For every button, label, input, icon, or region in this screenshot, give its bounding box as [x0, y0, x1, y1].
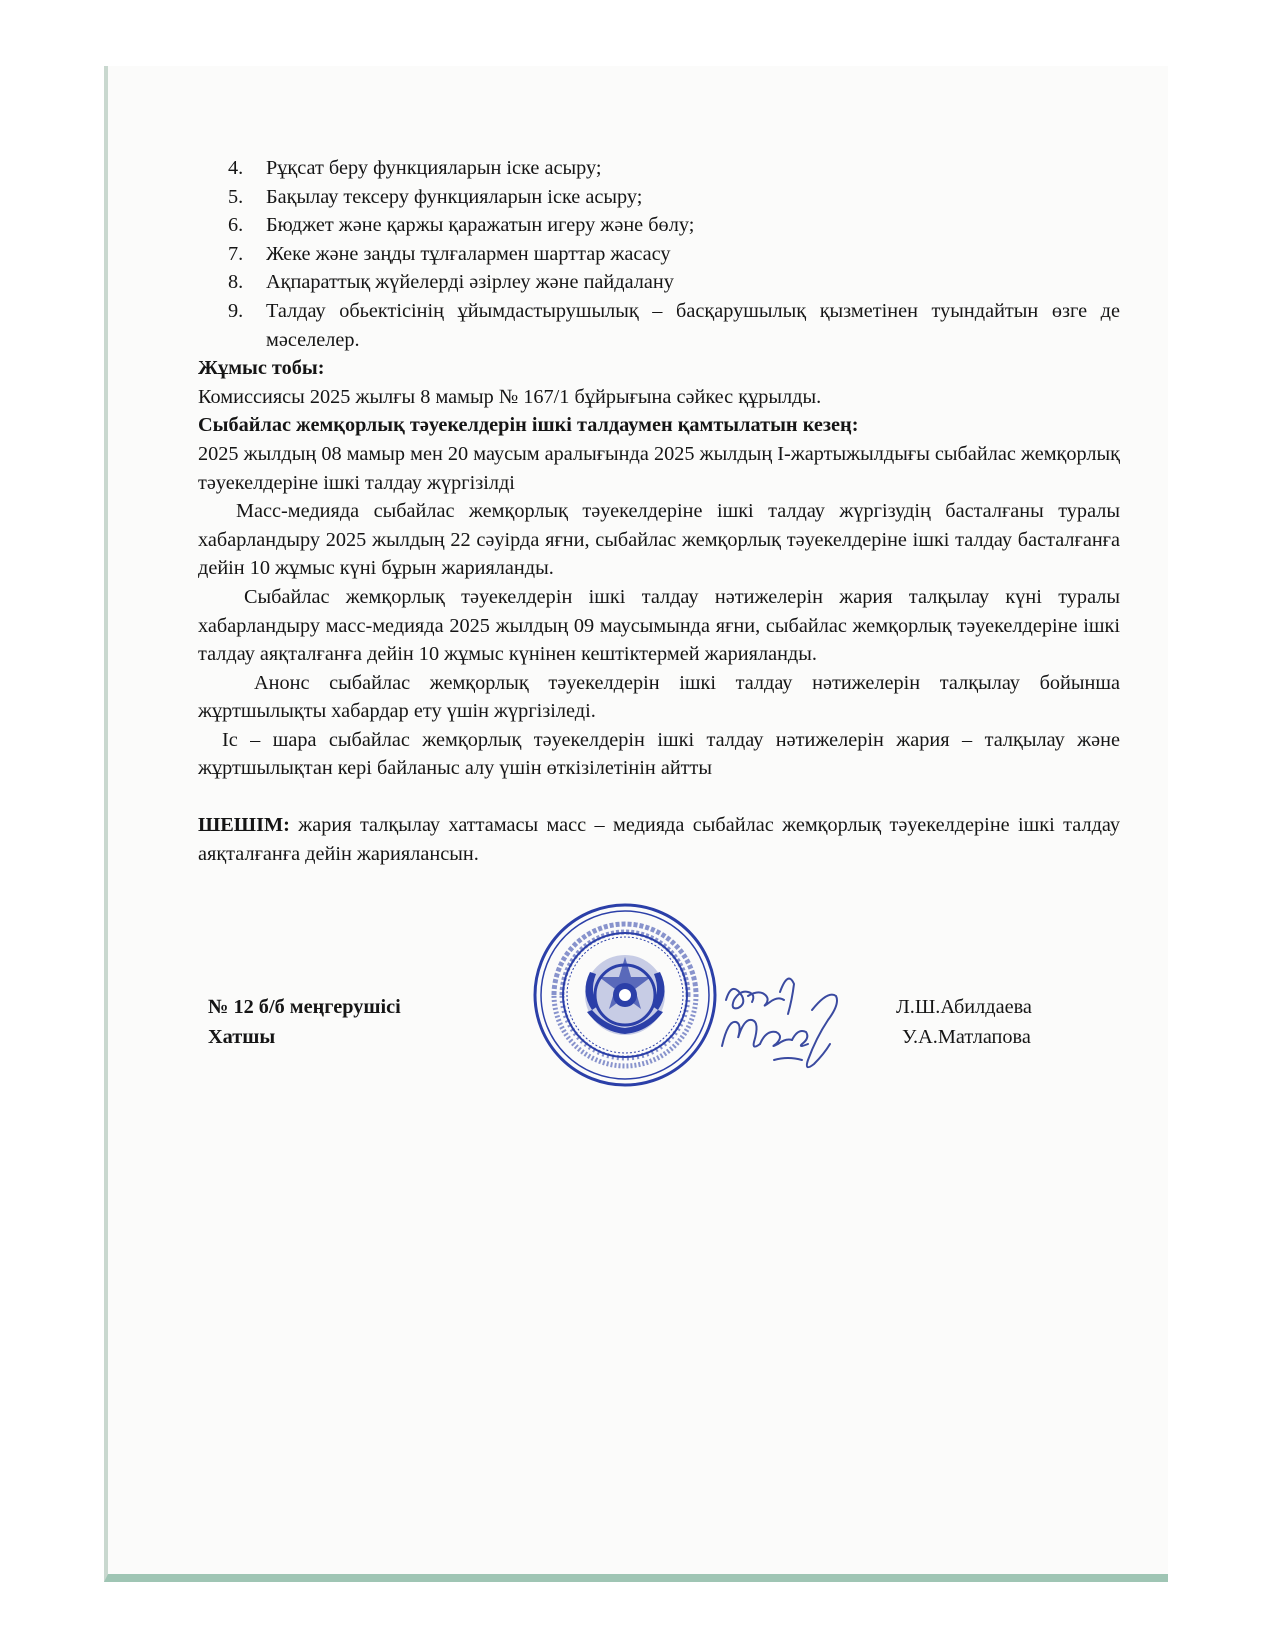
- list-item: [198, 211, 1120, 240]
- working-group-heading: Жұмыс тобы:: [198, 357, 325, 380]
- role-secretary: Хатшы: [208, 1026, 276, 1048]
- list-item-text: Талдау обьектісінің ұйымдастырушылық – басқарушылық қызметінен туындайтын өзге де мәселелер.: [266, 299, 1120, 351]
- list-item-number: 9.: [228, 299, 244, 322]
- list-item-number: 8.: [228, 271, 244, 294]
- list-item-number: 7.: [228, 242, 244, 265]
- paragraph-event: Іс – шара сыбайлас жемқорлық тәуекелдерін ішкі талдау нәтижелерін жария – талқылау және жұртшылықтан кері байланыс алу үшін өткізілетінін айтты: [198, 728, 1120, 780]
- period-heading: Сыбайлас жемқорлық тәуекелдерін ішкі талдаумен қамтылатын кезең:: [198, 414, 859, 437]
- list-item: [198, 268, 1120, 297]
- list-item: [198, 154, 1120, 183]
- name-secretary: У.А.Матлапова: [902, 1026, 1031, 1048]
- scope-list: [198, 154, 1120, 354]
- list-item-number: 4.: [228, 157, 244, 179]
- paragraph-announcement-start: Масс-медияда сыбайлас жемқорлық тәуекелдеріне ішкі талдау жүргізудің басталғаны туралы хабарландыру 2025 жылдың 22 сәуірда яғни, сыбайлас жемқорлық тәуекелдеріне ішкі талдау басталғанға дейін 10 жұмыс күні бұрын жарияланды.: [198, 500, 1120, 580]
- name-head: Л.Ш.Абилдаева: [896, 996, 1032, 1018]
- decision-text: жария талқылау хаттамасы масс – медияда сыбайлас жемқорлық тәуекелдеріне ішкі талдау аяқталғанға дейін жариялансын.: [198, 814, 1120, 865]
- decision-label: ШЕШІМ:: [198, 814, 290, 837]
- list-item-text: Жеке және заңды тұлғалармен шарттар жасасу: [266, 242, 671, 265]
- list-item-number: 5.: [228, 185, 244, 208]
- paragraph-announcement-discussion: Сыбайлас жемқорлық тәуекелдерін ішкі талдау нәтижелерін жария талқылау күні туралы хабарландыру масс-медияда 2025 жылдың 09 маусымында яғни, сыбайлас жемқорлық тәуекелдеріне ішкі талдау аяқталғанға дейін 10 жұмыс күнінен кештіктермей жарияланды.: [198, 585, 1120, 666]
- list-item-text: Бюджет және қаржы қаражатын игеру және бөлу;: [266, 214, 695, 237]
- list-item-number: 6.: [228, 214, 244, 237]
- role-head: № 12 б/б меңгерушісі: [208, 996, 401, 1018]
- list-item-text: Ақпараттық жүйелерді әзірлеу және пайдалану: [266, 271, 674, 294]
- spacer: [198, 783, 1120, 811]
- period-text: 2025 жылдың 08 мамыр мен 20 маусым аралығында 2025 жылдың I-жартыжылдығы сыбайлас жемқорлық тәуекелдеріне ішкі талдау жүргізілді: [198, 442, 1120, 494]
- working-group-text: Комиссиясы 2025 жылғы 8 мамыр № 167/1 бұйрығына сәйкес құрылды.: [198, 385, 822, 408]
- document-body: [198, 154, 1120, 868]
- list-item: [198, 240, 1120, 269]
- list-item: [198, 183, 1120, 212]
- decision-paragraph: [198, 811, 1120, 868]
- paragraph-anons: Анонс сыбайлас жемқорлық тәуекелдерін ішкі талдау нәтижелерін талқылау бойынша жұртшылықты хабардар ету үшін жүргізіледі.: [198, 671, 1120, 723]
- list-item-text: Рұқсат беру функцияларын іске асыру;: [266, 157, 602, 179]
- list-item: [198, 297, 1120, 354]
- list-item-text: Бақылау тексеру функцияларын іске асыру;: [266, 185, 643, 208]
